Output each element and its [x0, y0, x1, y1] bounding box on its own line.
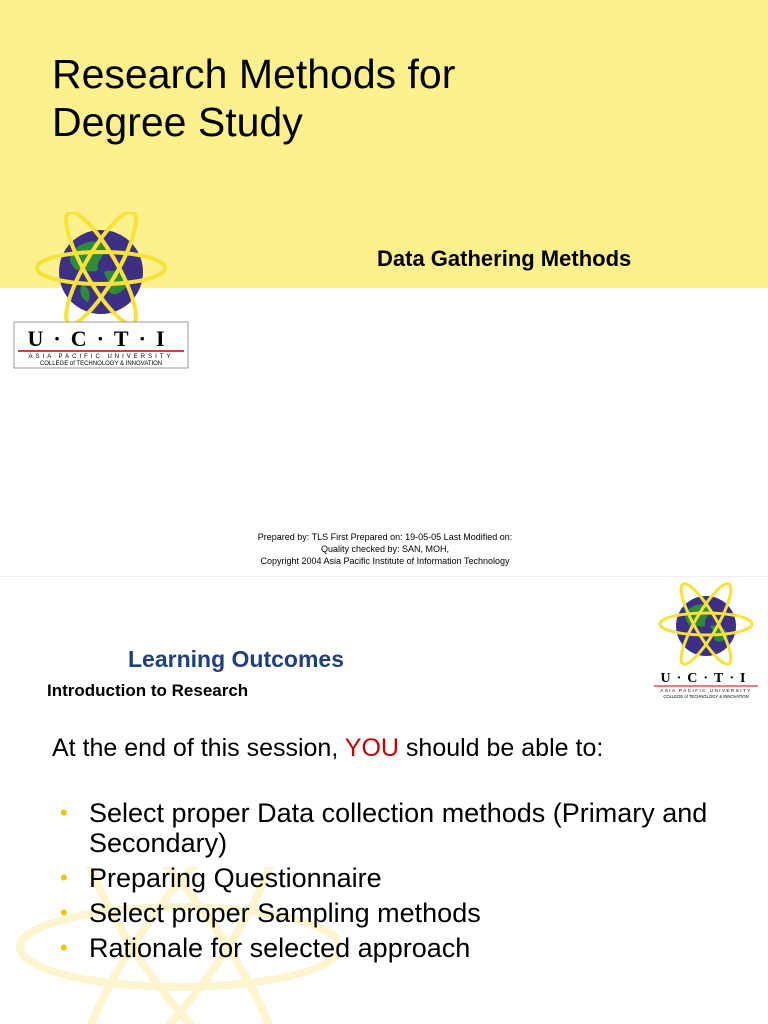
logo-line-1: ASIA PACIFIC UNIVERSITY	[660, 688, 752, 693]
list-item-text: Rationale for selected approach	[89, 933, 471, 963]
slide-footer	[200, 531, 570, 567]
intro-sentence	[52, 734, 603, 763]
slide-title-line-2: Degree Study	[52, 99, 303, 145]
atom-globe-icon	[660, 582, 752, 669]
bullet-dot-icon: •	[60, 900, 68, 925]
footer-line-2: Quality checked by: SAN, MOH,	[320, 544, 450, 554]
list-item-text: Select proper Sampling methods	[89, 898, 481, 928]
list-item	[60, 898, 760, 928]
logo-letters: U·C·T·I	[27, 326, 175, 351]
intro-emphasis: YOU	[344, 734, 399, 762]
list-item	[60, 863, 760, 893]
learning-outcomes-heading: Learning Outcomes	[128, 646, 344, 672]
footer-line-1: Prepared by: TLS First Prepared on: 19-05-05 Last Modified on:	[257, 532, 513, 542]
bullet-dot-icon: •	[60, 865, 68, 890]
intro-text-start: At the end of this session,	[52, 734, 345, 762]
ucti-logo	[12, 212, 190, 370]
bullet-dot-icon: •	[60, 800, 68, 825]
footer-line-3: Copyright 2004 Asia Pacific Institute of Information Technology	[260, 556, 510, 566]
ucti-logo-small	[650, 582, 762, 700]
intro-text-end: should be able to:	[398, 734, 604, 762]
learning-outcomes-subheading: Introduction to Research	[47, 681, 249, 700]
learning-outcomes-slide	[0, 577, 768, 1024]
bullet-dot-icon: •	[60, 935, 68, 960]
logo-line-1: ASIA PACIFIC UNIVERSITY	[28, 354, 174, 360]
logo-line-2: COLLEGE of TECHNOLOGY & INNOVATION	[39, 361, 163, 367]
logo-letters: U·C·T·I	[660, 671, 752, 686]
logo-line-2: COLLEGE of TECHNOLOGY & INNOVATION	[663, 694, 749, 699]
list-item-text: Select proper Data collection methods (Primary and Secondary)	[89, 798, 708, 858]
list-item	[60, 798, 760, 858]
slide-subtitle: Data Gathering Methods	[377, 246, 632, 271]
atom-globe-icon	[37, 212, 165, 331]
slide-title	[52, 50, 455, 146]
list-item	[60, 933, 760, 963]
outcomes-list	[60, 798, 760, 968]
slide-title-line-1: Research Methods for	[52, 51, 456, 97]
list-item-text: Preparing Questionnaire	[89, 863, 382, 893]
